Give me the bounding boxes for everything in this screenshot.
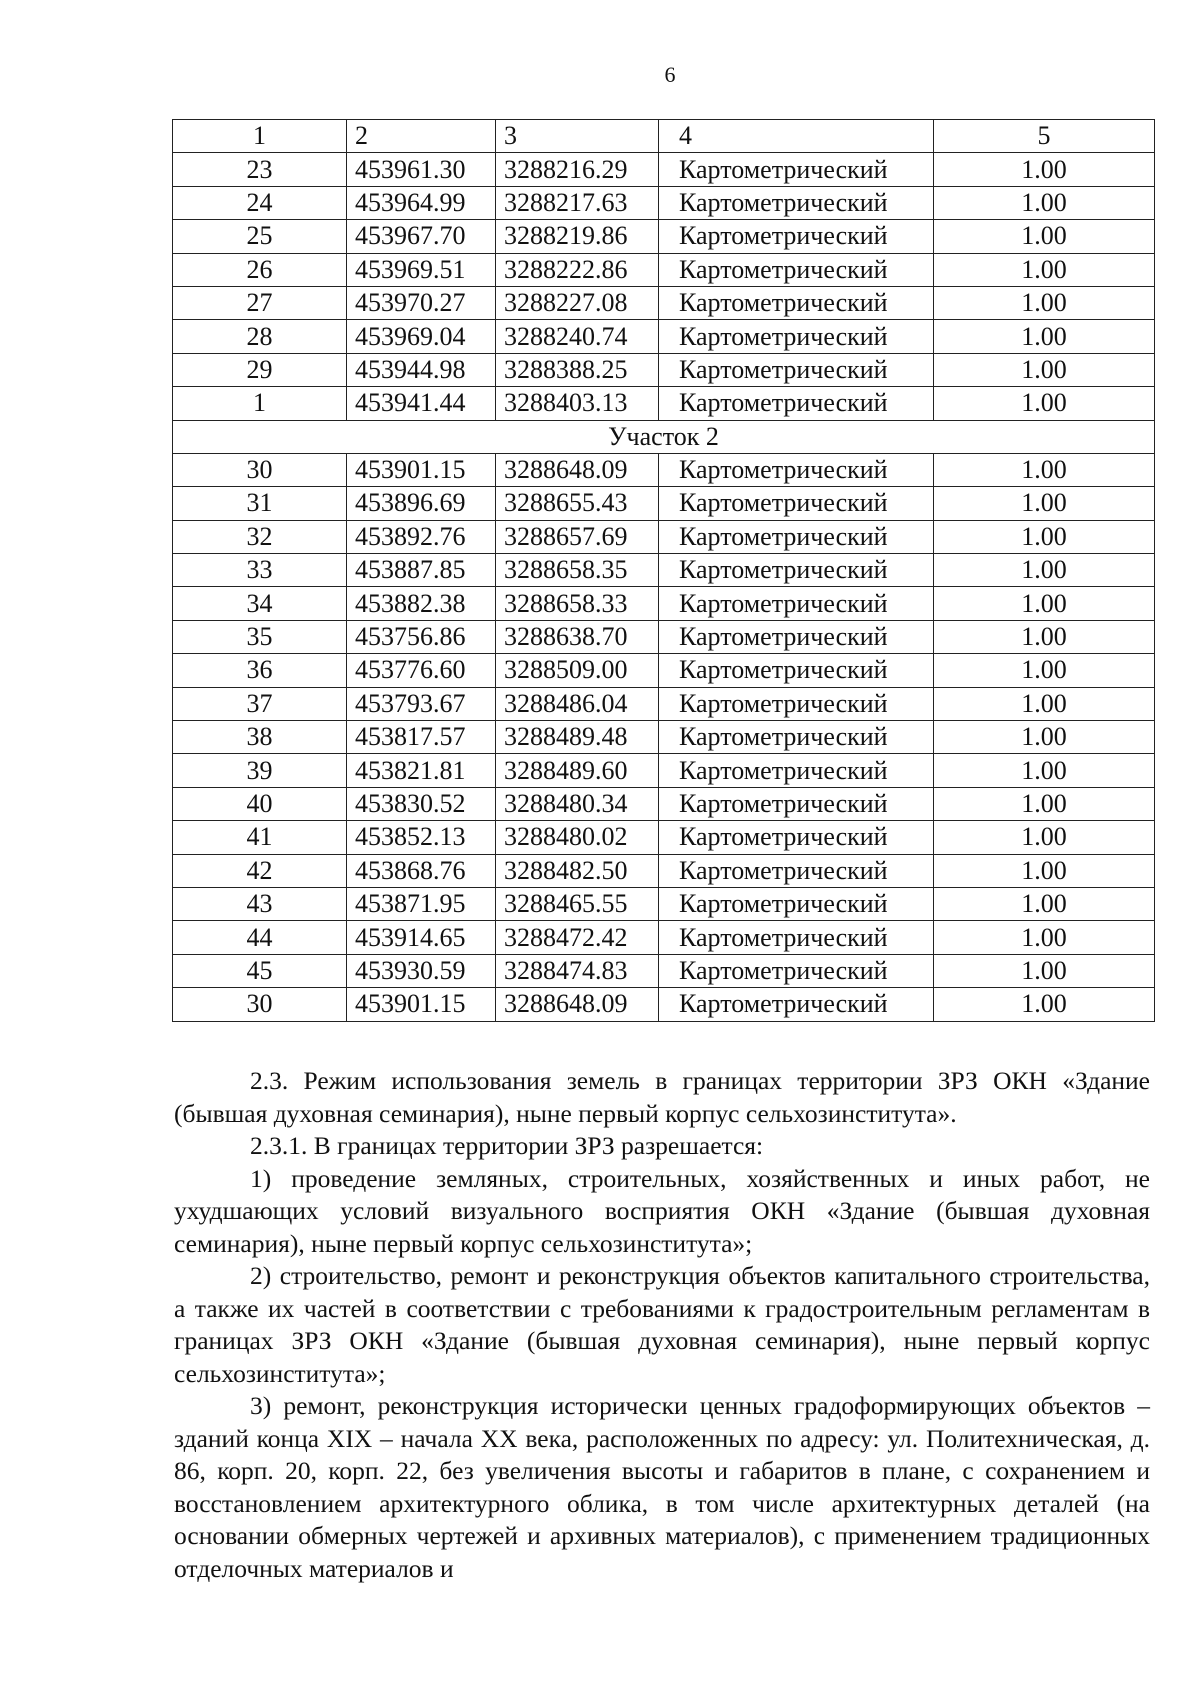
point-number-cell: 38 xyxy=(173,721,347,754)
method-cell: Картометрический xyxy=(659,453,934,486)
table-row xyxy=(173,353,1155,386)
method-cell: Картометрический xyxy=(659,520,934,553)
method-cell: Картометрический xyxy=(659,387,934,420)
point-number-cell: 30 xyxy=(173,988,347,1021)
table-row xyxy=(173,320,1155,353)
point-number-cell: 24 xyxy=(173,186,347,219)
method-cell: Картометрический xyxy=(659,687,934,720)
y-coordinate-cell: 3288388.25 xyxy=(496,353,659,386)
table-row xyxy=(173,253,1155,286)
y-coordinate-cell: 3288658.33 xyxy=(496,587,659,620)
method-cell: Картометрический xyxy=(659,587,934,620)
method-cell: Картометрический xyxy=(659,821,934,854)
accuracy-cell: 1.00 xyxy=(934,286,1155,319)
method-cell: Картометрический xyxy=(659,854,934,887)
paragraph-item-2: 2) строительство, ремонт и реконструкция объектов капитального строительства, а также их частей в соответствии с требованиями к градостроительным регламентам в границах ЗРЗ ОКН «Здание (бывшая духовная семинария), ныне первый корпус сельхозинститута»; xyxy=(174,1261,1150,1388)
table-row xyxy=(173,988,1155,1021)
accuracy-cell: 1.00 xyxy=(934,554,1155,587)
table-row xyxy=(173,654,1155,687)
point-number-cell: 31 xyxy=(173,487,347,520)
section-label: Участок 2 xyxy=(173,420,1155,453)
x-coordinate-cell: 453882.38 xyxy=(347,587,496,620)
x-coordinate-cell: 453901.15 xyxy=(347,453,496,486)
y-coordinate-cell: 3288482.50 xyxy=(496,854,659,887)
y-coordinate-cell: 3288489.60 xyxy=(496,754,659,787)
x-coordinate-cell: 453901.15 xyxy=(347,988,496,1021)
accuracy-cell: 1.00 xyxy=(934,654,1155,687)
point-number-cell: 44 xyxy=(173,921,347,954)
accuracy-cell: 1.00 xyxy=(934,954,1155,987)
paragraph-item-1: 1) проведение земляных, строительных, хозяйственных и иных работ, не ухудшающих условий визуального восприятия ОКН «Здание (бывшая духовная семинария), ныне первый корпус сельхозинститута»; xyxy=(174,1163,1150,1258)
table-row xyxy=(173,721,1155,754)
accuracy-cell: 1.00 xyxy=(934,220,1155,253)
method-cell: Картометрический xyxy=(659,787,934,820)
point-number-cell: 34 xyxy=(173,587,347,620)
x-coordinate-cell: 453967.70 xyxy=(347,220,496,253)
method-cell: Картометрический xyxy=(659,921,934,954)
y-coordinate-cell: 3288219.86 xyxy=(496,220,659,253)
y-coordinate-cell: 3288217.63 xyxy=(496,186,659,219)
coordinates-table xyxy=(172,119,1155,1022)
table-row xyxy=(173,453,1155,486)
accuracy-cell: 1.00 xyxy=(934,353,1155,386)
x-coordinate-cell: 2 xyxy=(347,120,496,153)
y-coordinate-cell: 3288489.48 xyxy=(496,721,659,754)
point-number-cell: 40 xyxy=(173,787,347,820)
x-coordinate-cell: 453914.65 xyxy=(347,921,496,954)
point-number-cell: 23 xyxy=(173,153,347,186)
point-number-cell: 1 xyxy=(173,387,347,420)
paragraph-2-3-1: 2.3.1. В границах территории ЗРЗ разрешается: xyxy=(250,1131,764,1160)
x-coordinate-cell: 453941.44 xyxy=(347,387,496,420)
x-coordinate-cell: 453887.85 xyxy=(347,554,496,587)
method-cell: Картометрический xyxy=(659,887,934,920)
y-coordinate-cell: 3288222.86 xyxy=(496,253,659,286)
x-coordinate-cell: 453852.13 xyxy=(347,821,496,854)
accuracy-cell: 1.00 xyxy=(934,153,1155,186)
method-cell: Картометрический xyxy=(659,954,934,987)
method-cell: Картометрический xyxy=(659,654,934,687)
accuracy-cell: 1.00 xyxy=(934,721,1155,754)
table-row xyxy=(173,520,1155,553)
point-number-cell: 30 xyxy=(173,453,347,486)
table-row xyxy=(173,921,1155,954)
table-row xyxy=(173,954,1155,987)
point-number-cell: 33 xyxy=(173,554,347,587)
accuracy-cell: 1.00 xyxy=(934,186,1155,219)
x-coordinate-cell: 453817.57 xyxy=(347,721,496,754)
y-coordinate-cell: 3288655.43 xyxy=(496,487,659,520)
accuracy-cell: 1.00 xyxy=(934,821,1155,854)
regulation-text xyxy=(174,1065,1150,1585)
paragraph-2-3: 2.3. Режим использования земель в границах территории ЗРЗ ОКН «Здание (бывшая духовная семинария), ныне первый корпус сельхозинститута». xyxy=(174,1066,1150,1128)
table-row xyxy=(173,220,1155,253)
table-row xyxy=(173,387,1155,420)
point-number-cell: 39 xyxy=(173,754,347,787)
point-number-cell: 36 xyxy=(173,654,347,687)
x-coordinate-cell: 453871.95 xyxy=(347,887,496,920)
accuracy-cell: 1.00 xyxy=(934,453,1155,486)
x-coordinate-cell: 453892.76 xyxy=(347,520,496,553)
x-coordinate-cell: 453756.86 xyxy=(347,620,496,653)
x-coordinate-cell: 453821.81 xyxy=(347,754,496,787)
method-cell: Картометрический xyxy=(659,320,934,353)
y-coordinate-cell: 3288480.34 xyxy=(496,787,659,820)
point-number-cell: 35 xyxy=(173,620,347,653)
method-cell: Картометрический xyxy=(659,186,934,219)
method-cell: Картометрический xyxy=(659,754,934,787)
table-row xyxy=(173,787,1155,820)
x-coordinate-cell: 453830.52 xyxy=(347,787,496,820)
accuracy-cell: 1.00 xyxy=(934,787,1155,820)
point-number-cell: 41 xyxy=(173,821,347,854)
method-cell: Картометрический xyxy=(659,721,934,754)
table-row xyxy=(173,186,1155,219)
point-number-cell: 25 xyxy=(173,220,347,253)
y-coordinate-cell: 3288403.13 xyxy=(496,387,659,420)
table-row xyxy=(173,687,1155,720)
point-number-cell: 42 xyxy=(173,854,347,887)
point-number-cell: 37 xyxy=(173,687,347,720)
point-number-cell: 29 xyxy=(173,353,347,386)
point-number-cell: 43 xyxy=(173,887,347,920)
y-coordinate-cell: 3288638.70 xyxy=(496,620,659,653)
section-row xyxy=(173,420,1155,453)
y-coordinate-cell: 3288648.09 xyxy=(496,453,659,486)
table-row xyxy=(173,620,1155,653)
accuracy-cell: 1.00 xyxy=(934,854,1155,887)
x-coordinate-cell: 453793.67 xyxy=(347,687,496,720)
x-coordinate-cell: 453776.60 xyxy=(347,654,496,687)
method-cell: 4 xyxy=(659,120,934,153)
x-coordinate-cell: 453944.98 xyxy=(347,353,496,386)
method-cell: Картометрический xyxy=(659,620,934,653)
y-coordinate-cell: 3 xyxy=(496,120,659,153)
point-number-cell: 26 xyxy=(173,253,347,286)
method-cell: Картометрический xyxy=(659,253,934,286)
x-coordinate-cell: 453961.30 xyxy=(347,153,496,186)
y-coordinate-cell: 3288216.29 xyxy=(496,153,659,186)
page-number: 6 xyxy=(664,62,676,87)
method-cell: Картометрический xyxy=(659,353,934,386)
accuracy-cell: 1.00 xyxy=(934,887,1155,920)
method-cell: Картометрический xyxy=(659,988,934,1021)
accuracy-cell: 1.00 xyxy=(934,620,1155,653)
table-header-row xyxy=(173,120,1155,153)
method-cell: Картометрический xyxy=(659,487,934,520)
table-row xyxy=(173,153,1155,186)
method-cell: Картометрический xyxy=(659,220,934,253)
table-row xyxy=(173,854,1155,887)
x-coordinate-cell: 453969.51 xyxy=(347,253,496,286)
y-coordinate-cell: 3288472.42 xyxy=(496,921,659,954)
accuracy-cell: 5 xyxy=(934,120,1155,153)
y-coordinate-cell: 3288657.69 xyxy=(496,520,659,553)
accuracy-cell: 1.00 xyxy=(934,687,1155,720)
point-number-cell: 28 xyxy=(173,320,347,353)
y-coordinate-cell: 3288474.83 xyxy=(496,954,659,987)
accuracy-cell: 1.00 xyxy=(934,988,1155,1021)
y-coordinate-cell: 3288465.55 xyxy=(496,887,659,920)
table-row xyxy=(173,487,1155,520)
table-row xyxy=(173,821,1155,854)
accuracy-cell: 1.00 xyxy=(934,921,1155,954)
method-cell: Картометрический xyxy=(659,153,934,186)
accuracy-cell: 1.00 xyxy=(934,754,1155,787)
point-number-cell: 27 xyxy=(173,286,347,319)
paragraph-item-3: 3) ремонт, реконструкция исторически ценных градоформирующих объектов – зданий конца XIX – начала XX века, расположенных по адресу: ул. Политехническая, д. 86, корп. 20, корп. 22, без увеличения высоты и габаритов в плане, с сохранением и восстановлением архитектурного облика, в том числе архитектурных деталей (на основании обмерных чертежей и архивных материалов), с применением традиционных отделочных материалов и xyxy=(174,1391,1150,1583)
accuracy-cell: 1.00 xyxy=(934,520,1155,553)
y-coordinate-cell: 3288227.08 xyxy=(496,286,659,319)
y-coordinate-cell: 3288240.74 xyxy=(496,320,659,353)
table-row xyxy=(173,587,1155,620)
x-coordinate-cell: 453964.99 xyxy=(347,186,496,219)
table-row xyxy=(173,887,1155,920)
x-coordinate-cell: 453970.27 xyxy=(347,286,496,319)
x-coordinate-cell: 453868.76 xyxy=(347,854,496,887)
point-number-cell: 32 xyxy=(173,520,347,553)
y-coordinate-cell: 3288509.00 xyxy=(496,654,659,687)
x-coordinate-cell: 453896.69 xyxy=(347,487,496,520)
point-number-cell: 45 xyxy=(173,954,347,987)
x-coordinate-cell: 453969.04 xyxy=(347,320,496,353)
accuracy-cell: 1.00 xyxy=(934,487,1155,520)
method-cell: Картометрический xyxy=(659,554,934,587)
table-row xyxy=(173,754,1155,787)
point-number-cell: 1 xyxy=(173,120,347,153)
accuracy-cell: 1.00 xyxy=(934,587,1155,620)
y-coordinate-cell: 3288648.09 xyxy=(496,988,659,1021)
accuracy-cell: 1.00 xyxy=(934,320,1155,353)
table-row xyxy=(173,554,1155,587)
x-coordinate-cell: 453930.59 xyxy=(347,954,496,987)
table-row xyxy=(173,286,1155,319)
method-cell: Картометрический xyxy=(659,286,934,319)
y-coordinate-cell: 3288480.02 xyxy=(496,821,659,854)
accuracy-cell: 1.00 xyxy=(934,253,1155,286)
y-coordinate-cell: 3288486.04 xyxy=(496,687,659,720)
accuracy-cell: 1.00 xyxy=(934,387,1155,420)
y-coordinate-cell: 3288658.35 xyxy=(496,554,659,587)
